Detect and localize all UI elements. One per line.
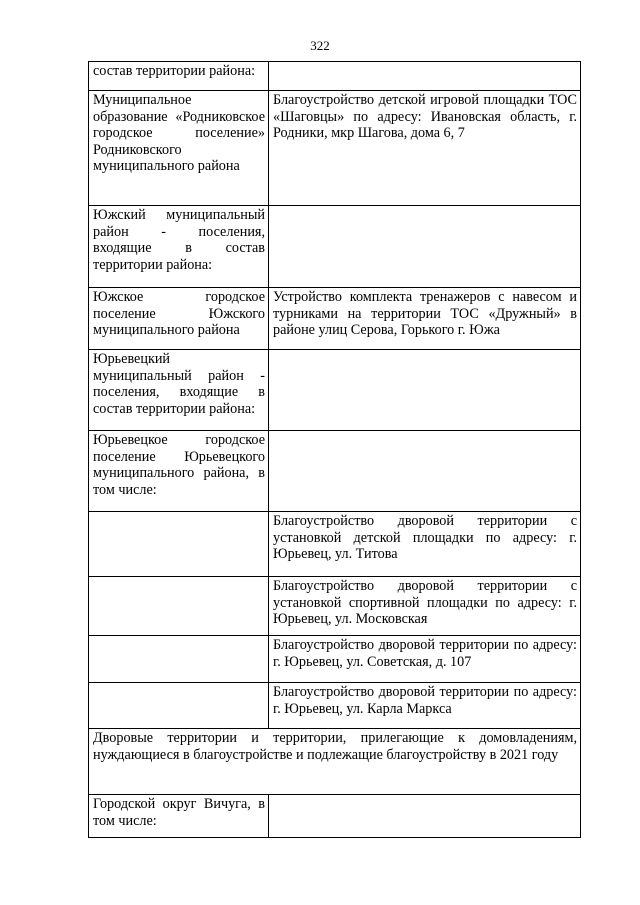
section-heading-row [89,729,581,795]
document-table [88,61,581,838]
table-row [89,636,581,683]
table-row [89,288,581,350]
table-row [89,431,581,512]
section-heading: Дворовые территории и территории, прилегающие к домовладениям, нуждающиеся в благоустройстве и подлежащие благоустройству в 2021 году [89,729,581,795]
row-left-cell: Южское городское поселение Южского муниципального района [89,288,269,350]
table-row [89,91,581,206]
row-right-cell [269,431,581,512]
row-right-cell: Благоустройство дворовой территории по адресу: г. Юрьевец, ул. Советская, д. 107 [269,636,581,683]
row-left-cell [89,577,269,636]
row-right-cell [269,62,581,91]
row-right-cell: Устройство комплекта тренажеров с навесом и турниками на территории ТОС «Дружный» в районе улиц Серова, Горького г. Южа [269,288,581,350]
row-right-cell [269,350,581,431]
row-left-cell: состав территории района: [89,62,269,91]
row-left-cell [89,512,269,577]
row-right-cell: Благоустройство детской игровой площадки ТОС «Шаговцы» по адресу: Ивановская область, г. Родники, мкр Шагова, дома 6, 7 [269,91,581,206]
row-right-cell: Благоустройство дворовой территории с установкой спортивной площадки по адресу: г. Юрьевец, ул. Московская [269,577,581,636]
table-row [89,795,581,838]
row-left-cell: Юрьевецкое городское поселение Юрьевецкого муниципального района, в том числе: [89,431,269,512]
row-right-cell: Благоустройство дворовой территории по адресу: г. Юрьевец, ул. Карла Маркса [269,683,581,729]
table-row [89,62,581,91]
row-left-cell: Городской округ Вичуга, в том числе: [89,795,269,838]
row-left-cell [89,636,269,683]
row-left-cell: Муниципальное образование «Родниковское городское поселение» Родниковского муниципального района [89,91,269,206]
row-right-cell [269,795,581,838]
row-right-cell [269,206,581,288]
row-left-cell [89,683,269,729]
row-left-cell: Южский муниципальный район - поселения, входящие в состав территории района: [89,206,269,288]
table-row [89,577,581,636]
row-right-cell: Благоустройство дворовой территории с установкой детской площадки по адресу: г. Юрьевец, ул. Титова [269,512,581,577]
page-number: 322 [310,38,330,53]
table-row [89,683,581,729]
table-row [89,512,581,577]
table-row [89,350,581,431]
row-left-cell: Юрьевецкий муниципальный район - поселения, входящие в состав территории района: [89,350,269,431]
table-row [89,206,581,288]
